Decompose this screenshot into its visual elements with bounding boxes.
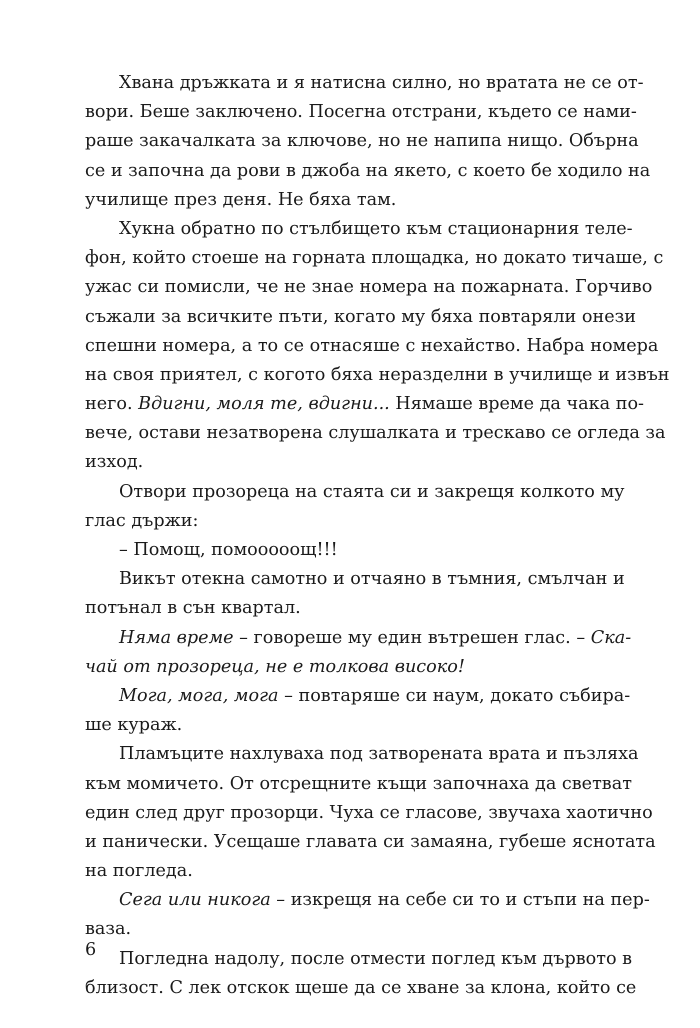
text-segment: близост. С лек отскок щеше да се хване за клона, който се bbox=[85, 977, 637, 998]
text-line bbox=[85, 157, 651, 186]
text-line bbox=[85, 244, 664, 273]
text-segment: – Помощ, помооооощ!!! bbox=[119, 540, 338, 560]
text-segment: изход. bbox=[85, 452, 144, 473]
text-segment: глас държи: bbox=[85, 510, 199, 531]
text-segment: потънал в сън квартал. bbox=[85, 598, 301, 619]
text-segment: се и започна да рови в джоба на якето, с което бе ходило на bbox=[85, 160, 651, 181]
text-line bbox=[85, 390, 644, 419]
page-number: 6 bbox=[85, 940, 97, 960]
italic-text: Ска- bbox=[590, 627, 632, 648]
italic-text: чай от прозореца, не е толкова високо! bbox=[85, 656, 465, 677]
text-line bbox=[85, 711, 619, 740]
text-line bbox=[85, 565, 625, 594]
text-segment: един след друг прозорци. Чуха се гласове, звучаха хаотично bbox=[85, 802, 653, 823]
text-segment: Хукна обратно по стълбището към стационарния теле- bbox=[119, 218, 633, 239]
text-line bbox=[85, 536, 619, 565]
text-segment: – изкрещя на себе си то и стъпи на пер- bbox=[270, 890, 650, 911]
text-segment: Викът отекна самотно и отчаяно в тъмния, смълчан и bbox=[119, 569, 625, 590]
text-line bbox=[85, 332, 659, 361]
text-line bbox=[85, 682, 631, 711]
text-line bbox=[85, 828, 656, 857]
italic-text: Сега или никога bbox=[119, 890, 271, 911]
text-segment: раше закачалката за ключове, но не напипа нищо. Обърна bbox=[85, 131, 639, 152]
text-line bbox=[85, 624, 632, 653]
text-line bbox=[85, 98, 637, 127]
text-segment: на погледа. bbox=[85, 861, 193, 882]
text-segment: Нямаше време да чака по- bbox=[389, 394, 644, 415]
text-segment: – повтаряше си наум, докато събира- bbox=[278, 685, 631, 706]
text-line bbox=[85, 886, 650, 915]
text-segment: Погледна надолу, после отмести поглед към дървото в bbox=[119, 948, 633, 969]
text-segment: – говореше му един вътрешен глас. – bbox=[233, 627, 591, 648]
text-segment: вори. Беше заключено. Посегна отстрани, където се нами- bbox=[85, 102, 637, 123]
text-segment: Пламъците нахлуваха под затворената врата и пъзляха bbox=[119, 744, 639, 765]
italic-text: Вдигни, моля те, вдигни... bbox=[138, 394, 390, 415]
text-line bbox=[85, 273, 653, 302]
text-line bbox=[85, 69, 644, 98]
text-line bbox=[85, 507, 619, 536]
italic-text: Мога, мога, мога bbox=[119, 685, 279, 706]
text-segment: вече, остави незатворена слушалката и трескаво се огледа за bbox=[85, 423, 666, 444]
body-text bbox=[85, 69, 670, 1003]
text-segment: него. bbox=[85, 394, 139, 415]
text-line bbox=[85, 915, 619, 944]
text-segment: към момичето. От отсрещните къщи започнаха да светват bbox=[85, 773, 632, 794]
text-segment: училище през деня. Не бяха там. bbox=[85, 189, 397, 210]
text-line bbox=[85, 186, 619, 215]
text-segment: Хвана дръжката и я натисна силно, но вратата не се от- bbox=[119, 73, 644, 93]
text-segment: ужас си помисли, че не знае номера на пожарната. Горчиво bbox=[85, 277, 653, 298]
text-line bbox=[85, 740, 639, 769]
text-line bbox=[85, 303, 636, 332]
text-segment: съжали за всичките пъти, когато му бяха повтаряли онези bbox=[85, 306, 636, 327]
text-line bbox=[85, 215, 633, 244]
text-segment: на своя приятел, с когото бяха неразделни в училище и извън bbox=[85, 364, 670, 385]
text-segment: и панически. Усещаше главата си замаяна, губеше яснотата bbox=[85, 831, 656, 852]
text-line bbox=[85, 974, 637, 1003]
text-segment: фон, който стоеше на горната площадка, но докато тичаше, с bbox=[85, 248, 664, 269]
text-segment: Отвори прозореца на стаята си и закрещя колкото му bbox=[119, 481, 625, 502]
text-segment: ше кураж. bbox=[85, 715, 183, 736]
text-line bbox=[85, 127, 639, 156]
text-segment: ваза. bbox=[85, 919, 132, 940]
italic-text: Няма време bbox=[119, 627, 234, 648]
text-line bbox=[85, 770, 632, 799]
text-line bbox=[85, 419, 666, 448]
text-line bbox=[85, 478, 625, 507]
text-line bbox=[85, 361, 670, 390]
text-line bbox=[85, 945, 633, 974]
text-segment: спешни номера, а то се отнасяше с нехайство. Набра номера bbox=[85, 335, 659, 356]
text-line bbox=[85, 857, 619, 886]
text-line bbox=[85, 448, 619, 477]
text-line bbox=[85, 594, 619, 623]
text-line bbox=[85, 799, 653, 828]
text-line bbox=[85, 653, 619, 682]
